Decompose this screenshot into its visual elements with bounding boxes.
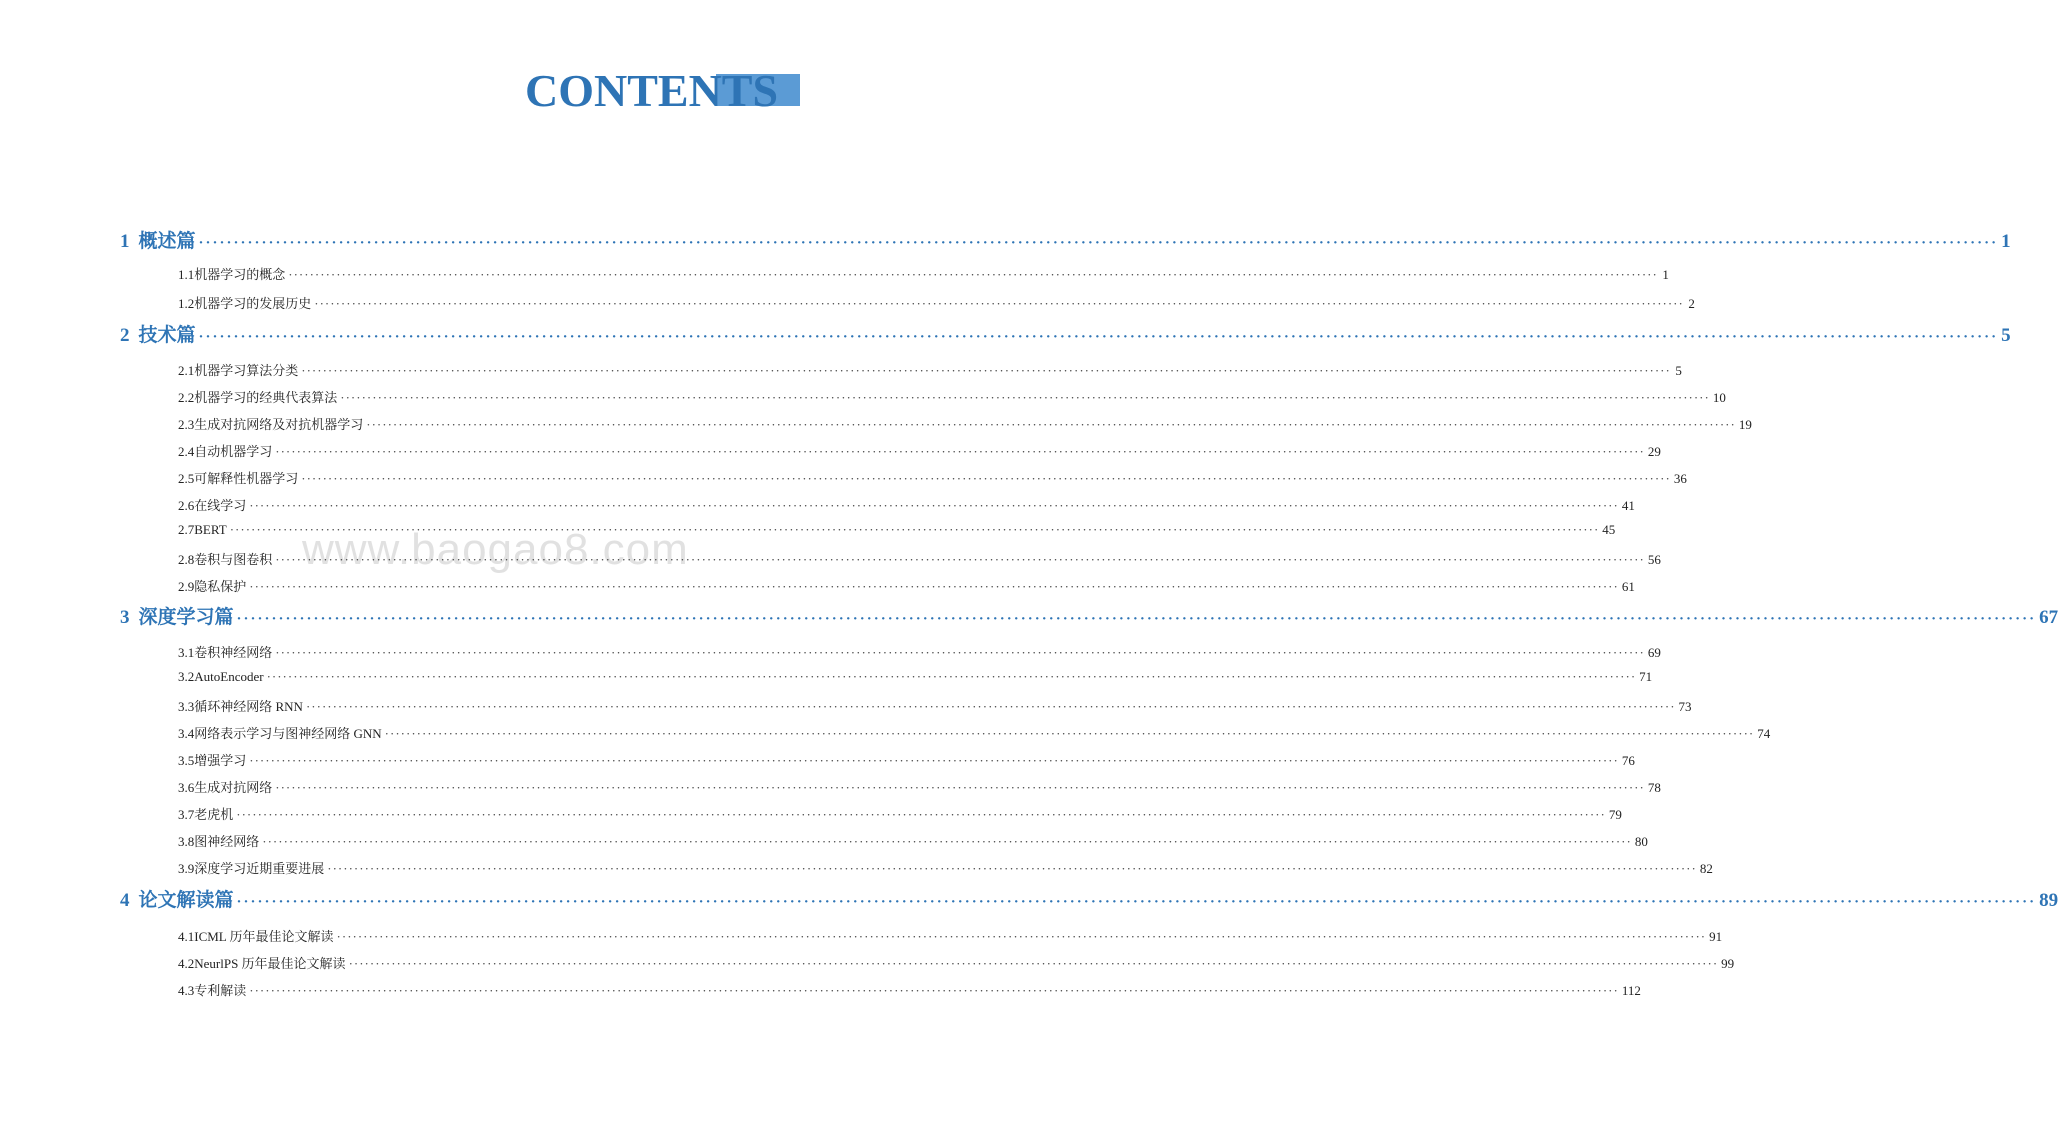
section-title: 循环神经网络 RNN xyxy=(194,699,303,714)
section-number: 3.4 xyxy=(178,726,195,741)
leader-dots xyxy=(275,780,1645,796)
toc-section-3-7[interactable] xyxy=(178,804,1622,826)
leader-dots xyxy=(267,669,1637,685)
leader-dots xyxy=(237,894,2037,911)
section-title: ICML 历年最佳论文解读 xyxy=(194,929,334,944)
section-number: 3.2 xyxy=(178,669,195,684)
section-page: 69 xyxy=(1647,645,1661,660)
chapter-title: 概述篇 xyxy=(138,231,196,252)
toc-chapter-2[interactable] xyxy=(120,320,2011,350)
toc-section-2-7[interactable] xyxy=(178,522,1616,544)
leader-dots xyxy=(337,929,1707,945)
leader-dots xyxy=(230,522,1600,538)
section-page: 91 xyxy=(1709,929,1723,944)
section-number: 4.1 xyxy=(178,929,195,944)
chapter-number: 4 xyxy=(120,890,130,911)
chapter-title: 论文解读篇 xyxy=(138,890,234,911)
section-page: 80 xyxy=(1634,834,1648,849)
section-page: 74 xyxy=(1757,726,1771,741)
section-title: 在线学习 xyxy=(194,498,247,513)
leader-dots xyxy=(249,579,1619,595)
section-page: 1 xyxy=(1662,267,1669,282)
chapter-page: 67 xyxy=(2039,607,2058,628)
section-title: 卷积神经网络 xyxy=(194,645,273,660)
toc-chapter-3[interactable] xyxy=(120,602,2058,632)
chapter-title: 深度学习篇 xyxy=(138,607,234,628)
section-title: 机器学习的概念 xyxy=(194,267,286,282)
leader-dots xyxy=(199,329,1999,346)
section-number: 2.6 xyxy=(178,498,195,513)
section-page: 112 xyxy=(1621,983,1641,998)
toc-section-3-6[interactable] xyxy=(178,777,1661,799)
section-number: 4.3 xyxy=(178,983,195,998)
section-number: 2.4 xyxy=(178,444,195,459)
leader-dots xyxy=(349,956,1719,972)
section-page: 5 xyxy=(1675,363,1682,378)
leader-dots xyxy=(199,235,1999,252)
leader-dots xyxy=(249,753,1619,769)
section-page: 71 xyxy=(1639,669,1653,684)
section-title: 机器学习的经典代表算法 xyxy=(194,390,338,405)
toc-section-3-8[interactable] xyxy=(178,831,1648,853)
leader-dots xyxy=(249,498,1619,514)
chapter-title: 技术篇 xyxy=(138,325,196,346)
section-number: 4.2 xyxy=(178,956,195,971)
section-page: 29 xyxy=(1647,444,1661,459)
chapter-number: 1 xyxy=(120,231,130,252)
section-number: 3.7 xyxy=(178,807,195,822)
section-title: BERT xyxy=(194,522,227,537)
section-title: 网络表示学习与图神经网络 GNN xyxy=(194,726,382,741)
section-title: 机器学习算法分类 xyxy=(194,363,299,378)
section-number: 3.3 xyxy=(178,699,195,714)
leader-dots xyxy=(288,267,1658,283)
toc-section-3-9[interactable] xyxy=(178,858,1713,880)
section-number: 2.5 xyxy=(178,471,195,486)
toc-section-3-4[interactable] xyxy=(178,723,1771,745)
leader-dots xyxy=(236,807,1606,823)
section-page: 78 xyxy=(1647,780,1661,795)
leader-dots xyxy=(306,699,1676,715)
section-number: 1.1 xyxy=(178,267,195,282)
watermark: www.baogao8.com xyxy=(302,525,689,574)
section-number: 2.8 xyxy=(178,552,195,567)
section-page: 99 xyxy=(1721,956,1735,971)
section-page: 2 xyxy=(1688,296,1695,311)
leader-dots xyxy=(275,552,1645,568)
section-number: 2.3 xyxy=(178,417,195,432)
section-page: 36 xyxy=(1673,471,1687,486)
section-number: 2.2 xyxy=(178,390,195,405)
section-page: 19 xyxy=(1738,417,1752,432)
toc-chapter-1[interactable] xyxy=(120,226,2011,256)
section-number: 2.1 xyxy=(178,363,195,378)
toc-section-2-5[interactable] xyxy=(178,468,1687,490)
section-title: 深度学习近期重要进展 xyxy=(194,861,325,876)
section-page: 76 xyxy=(1621,753,1635,768)
leader-dots xyxy=(237,611,2037,628)
section-title: 机器学习的发展历史 xyxy=(194,296,312,311)
toc-section-1-1[interactable] xyxy=(178,264,1669,286)
chapter-page: 89 xyxy=(2039,890,2058,911)
leader-dots xyxy=(314,296,1684,312)
toc-section-2-9[interactable] xyxy=(178,576,1635,598)
chapter-number: 2 xyxy=(120,325,130,346)
toc-section-3-2[interactable] xyxy=(178,669,1653,691)
chapter-number: 3 xyxy=(120,607,130,628)
toc-section-3-3[interactable] xyxy=(178,696,1692,718)
leader-dots xyxy=(275,444,1645,460)
section-page: 79 xyxy=(1608,807,1622,822)
leader-dots xyxy=(385,726,1755,742)
section-number: 3.9 xyxy=(178,861,195,876)
section-page: 45 xyxy=(1602,522,1616,537)
toc-section-3-5[interactable] xyxy=(178,750,1635,772)
leader-dots xyxy=(340,390,1710,406)
section-title: 隐私保护 xyxy=(194,579,247,594)
toc-section-1-2[interactable] xyxy=(178,293,1695,315)
section-number: 3.1 xyxy=(178,645,195,660)
section-page: 10 xyxy=(1712,390,1726,405)
section-number: 1.2 xyxy=(178,296,195,311)
section-title: 老虎机 xyxy=(194,807,234,822)
section-title: AutoEncoder xyxy=(194,669,264,684)
section-title: 卷积与图卷积 xyxy=(194,552,273,567)
section-number: 2.9 xyxy=(178,579,195,594)
leader-dots xyxy=(249,983,1619,999)
section-page: 41 xyxy=(1621,498,1635,513)
section-title: 可解释性机器学习 xyxy=(194,471,299,486)
toc-section-4-1[interactable] xyxy=(178,926,1723,948)
toc-section-2-4[interactable] xyxy=(178,441,1661,463)
section-page: 61 xyxy=(1621,579,1635,594)
chapter-page: 5 xyxy=(2001,325,2011,346)
page-title: CONTENTS xyxy=(525,65,779,116)
section-number: 3.5 xyxy=(178,753,195,768)
section-page: 82 xyxy=(1699,861,1713,876)
toc-section-2-3[interactable] xyxy=(178,414,1752,436)
toc-section-4-3[interactable] xyxy=(178,980,1641,1002)
leader-dots xyxy=(301,363,1671,379)
toc-section-2-8[interactable] xyxy=(178,549,1661,571)
toc-section-2-1[interactable] xyxy=(178,360,1682,382)
leader-dots xyxy=(275,645,1645,661)
chapter-page: 1 xyxy=(2001,231,2011,252)
section-title: 生成对抗网络 xyxy=(194,780,273,795)
section-number: 3.6 xyxy=(178,780,195,795)
section-title: NeurlPS 历年最佳论文解读 xyxy=(194,956,346,971)
section-number: 3.8 xyxy=(178,834,195,849)
section-page: 56 xyxy=(1647,552,1661,567)
leader-dots xyxy=(262,834,1632,850)
section-page: 73 xyxy=(1678,699,1692,714)
section-title: 生成对抗网络及对抗机器学习 xyxy=(194,417,364,432)
toc-section-3-1[interactable] xyxy=(178,642,1661,664)
leader-dots xyxy=(301,471,1671,487)
leader-dots xyxy=(327,861,1697,877)
section-title: 自动机器学习 xyxy=(194,444,273,459)
toc-section-2-2[interactable] xyxy=(178,387,1726,409)
toc-chapter-4[interactable] xyxy=(120,885,2058,915)
section-number: 2.7 xyxy=(178,522,195,537)
toc-section-2-6[interactable] xyxy=(178,495,1635,517)
section-title: 图神经网络 xyxy=(194,834,260,849)
toc-section-4-2[interactable] xyxy=(178,953,1735,975)
section-title: 专利解读 xyxy=(194,983,247,998)
section-title: 增强学习 xyxy=(194,753,247,768)
leader-dots xyxy=(366,417,1736,433)
